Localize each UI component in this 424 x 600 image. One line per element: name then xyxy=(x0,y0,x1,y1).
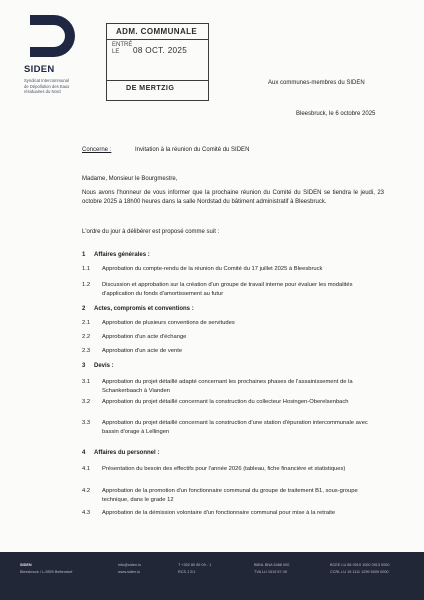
footer-registration: BBNL BNA 5488 000 TVA LU 1519 57 49 xyxy=(254,563,290,574)
agenda-item: 3.2 Approbation du projet détaillé concernant la construction du collecteur Hosingen-Oberelsenbach xyxy=(82,399,349,405)
stamp-date: 08 OCT. 2025 xyxy=(133,46,188,55)
agenda-item: 1.2 Discussion et approbation sur la création d'un groupe de travail interne pour évaluer les modalités d'application du fonds d'amortissement au futur xyxy=(82,282,353,297)
brand-tagline: Syndicat Intercommunal de Dépollution des Eaux résiduaires du Nord xyxy=(24,78,70,95)
agenda-intro: L'ordre du jour à délibérer est proposé comme suit : xyxy=(82,229,220,235)
agenda-item: 2.1 Approbation de plusieurs conventions de servitudes xyxy=(82,320,235,326)
agenda-item: 4.2 Approbation de la promotion d'un fonctionnaire communal du groupe de traitement B1, sous-groupe technique, dans le grade 12 xyxy=(82,488,358,503)
page-footer xyxy=(0,552,424,600)
agenda-section-title: 1 Affaires générales : xyxy=(82,252,150,258)
footer-phone: T +352 80 89 09 - 1 RCS J 2/1 xyxy=(178,563,212,574)
intro-paragraph: Nous avons l'honneur de vous informer que la prochaine réunion du Comité du SIDEN se tiendra le jeudi, 23 octobre 2025 à 18h00 heures dans la salle Nordstad du bâtiment administratif à Bleesbruck. xyxy=(82,190,384,205)
agenda-item: 2.2 Approbation d'un acte d'échange xyxy=(82,334,187,340)
concerne-text: Invitation à la réunion du Comité du SIDEN xyxy=(135,147,250,153)
agenda-item: 3.1 Approbation du projet détaillé adapté concernant les prochaines phases de l'assainissement de la Schankerbaach à Vianden xyxy=(82,379,353,394)
reception-stamp xyxy=(106,23,209,101)
footer-contact: info@siden.lu www.siden.lu xyxy=(118,563,142,574)
concerne-label: Concerne : xyxy=(82,147,112,153)
stamp-entre-label: ENTRÉ LE xyxy=(112,42,133,55)
agenda-section-title: 3 Devis : xyxy=(82,363,114,369)
agenda-section-title: 4 Affaires du personnel : xyxy=(82,450,160,456)
agenda-item: 1.1 Approbation du compte-rendu de la réunion du Comité du 17 juillet 2025 à Bleesbruck xyxy=(82,266,323,272)
siden-logo-icon xyxy=(28,12,76,60)
stamp-title: ADM. COMMUNALE xyxy=(116,27,198,36)
agenda-section-title: 2 Actes, compromis et conventions : xyxy=(82,306,194,312)
footer-address: SIDEN Bleesbruck / L-9359 Bettendorf xyxy=(20,563,73,574)
agenda-item: 3.3 Approbation du projet détaillé concernant la construction d'une station d'épuration intercommunale avec bassin d'orage à Lellingen xyxy=(82,420,368,435)
brand-name: SIDEN xyxy=(24,64,55,75)
stamp-municipality: DE MERTZIG xyxy=(126,83,175,92)
stamp-divider xyxy=(107,80,208,81)
agenda-item: 4.1 Présentation du besoin des effectifs pour l'année 2026 (tableau, fiche financière et statistiques) xyxy=(82,466,346,472)
salutation: Madame, Monsieur le Bourgmestre, xyxy=(82,176,178,182)
recipient: Aux communes-membres du SIDEN xyxy=(268,80,365,86)
agenda-item: 4.3 Approbation de la démission volontaire d'un fonctionnaire communal pour mise à la retraite xyxy=(82,510,336,516)
stamp-divider xyxy=(107,39,208,40)
agenda-item: 2.3 Approbation d'un acte de vente xyxy=(82,348,183,354)
place-date: Bleesbruck, le 6 octobre 2025 xyxy=(296,111,376,117)
footer-bank: BCEE LU 86 0019 1000 0913 0000 CCRL LU 19 1111 1299 5009 0000 xyxy=(330,563,390,574)
